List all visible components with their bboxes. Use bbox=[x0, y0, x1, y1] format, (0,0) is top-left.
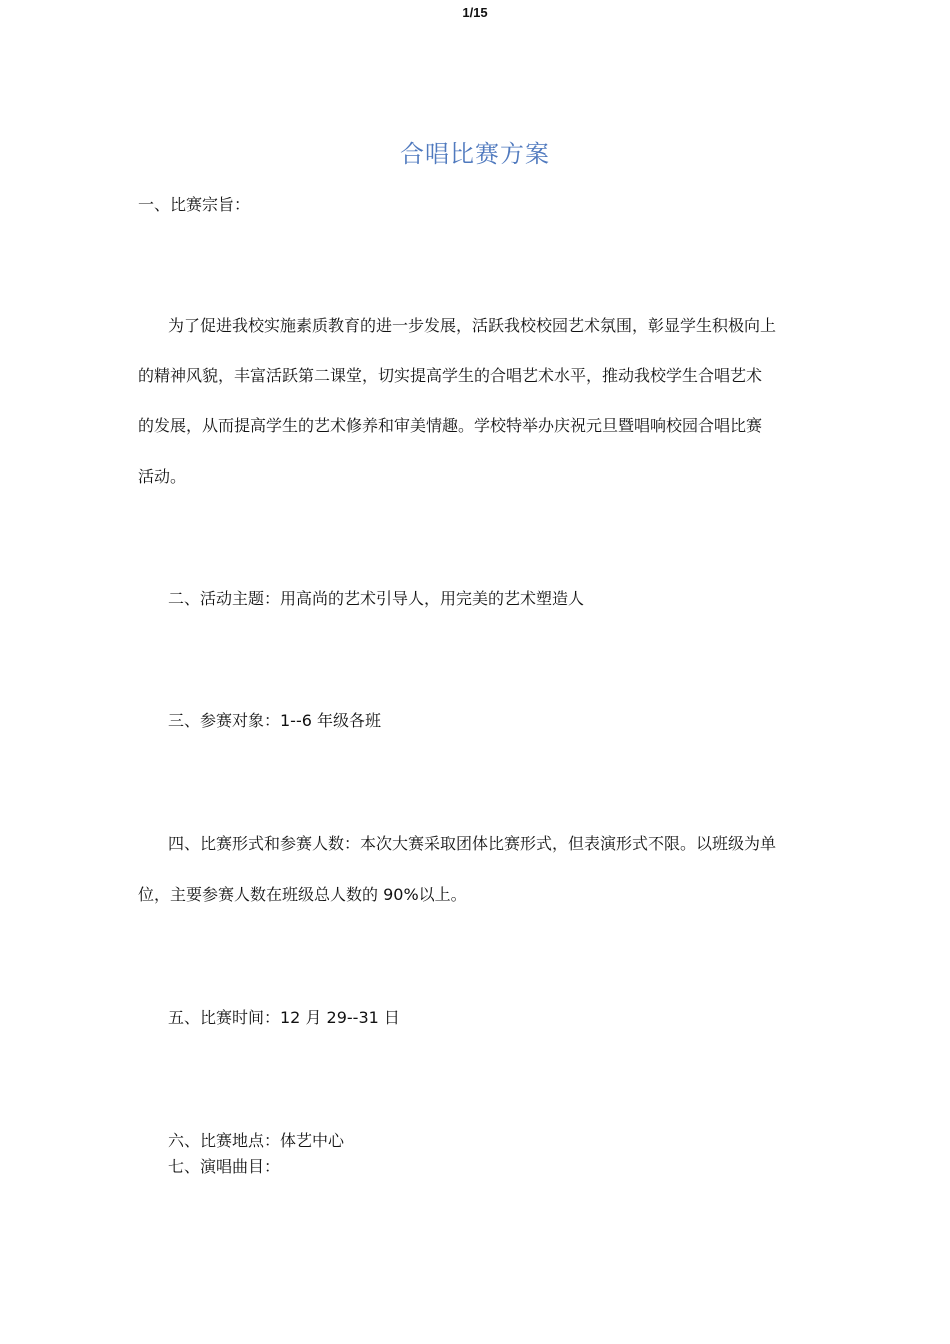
section-5-time: 五、比赛时间：12 月 29--31 日 bbox=[168, 1008, 400, 1027]
section-4-line: 四、比赛形式和参赛人数：本次大赛采取团体比赛形式，但表演形式不限。以班级为单 bbox=[168, 834, 777, 853]
document-title: 合唱比赛方案 bbox=[400, 140, 550, 168]
section-1-body-line: 的发展，从而提高学生的艺术修养和审美情趣。学校特举办庆祝元旦暨唱响校园合唱比赛 bbox=[138, 416, 763, 435]
section-3-participants: 三、参赛对象：1--6 年级各班 bbox=[168, 711, 381, 730]
section-1-body-line: 活动。 bbox=[138, 467, 187, 486]
section-2-theme: 二、活动主题：用高尚的艺术引导人，用完美的艺术塑造人 bbox=[168, 589, 585, 608]
page-number: 1/15 bbox=[462, 5, 488, 20]
section-7-songs: 七、演唱曲目： bbox=[168, 1157, 281, 1176]
section-1-body-line: 为了促进我校实施素质教育的进一步发展，活跃我校校园艺术氛围，彰显学生积极向上 bbox=[168, 316, 777, 335]
section-1-body-line: 的精神风貌，丰富活跃第二课堂，切实提高学生的合唱艺术水平，推动我校学生合唱艺术 bbox=[138, 366, 763, 385]
section-6-location: 六、比赛地点：体艺中心 bbox=[168, 1131, 345, 1150]
section-4-line: 位，主要参赛人数在班级总人数的 90%以上。 bbox=[138, 885, 467, 904]
section-1-heading: 一、比赛宗旨： bbox=[138, 195, 251, 214]
